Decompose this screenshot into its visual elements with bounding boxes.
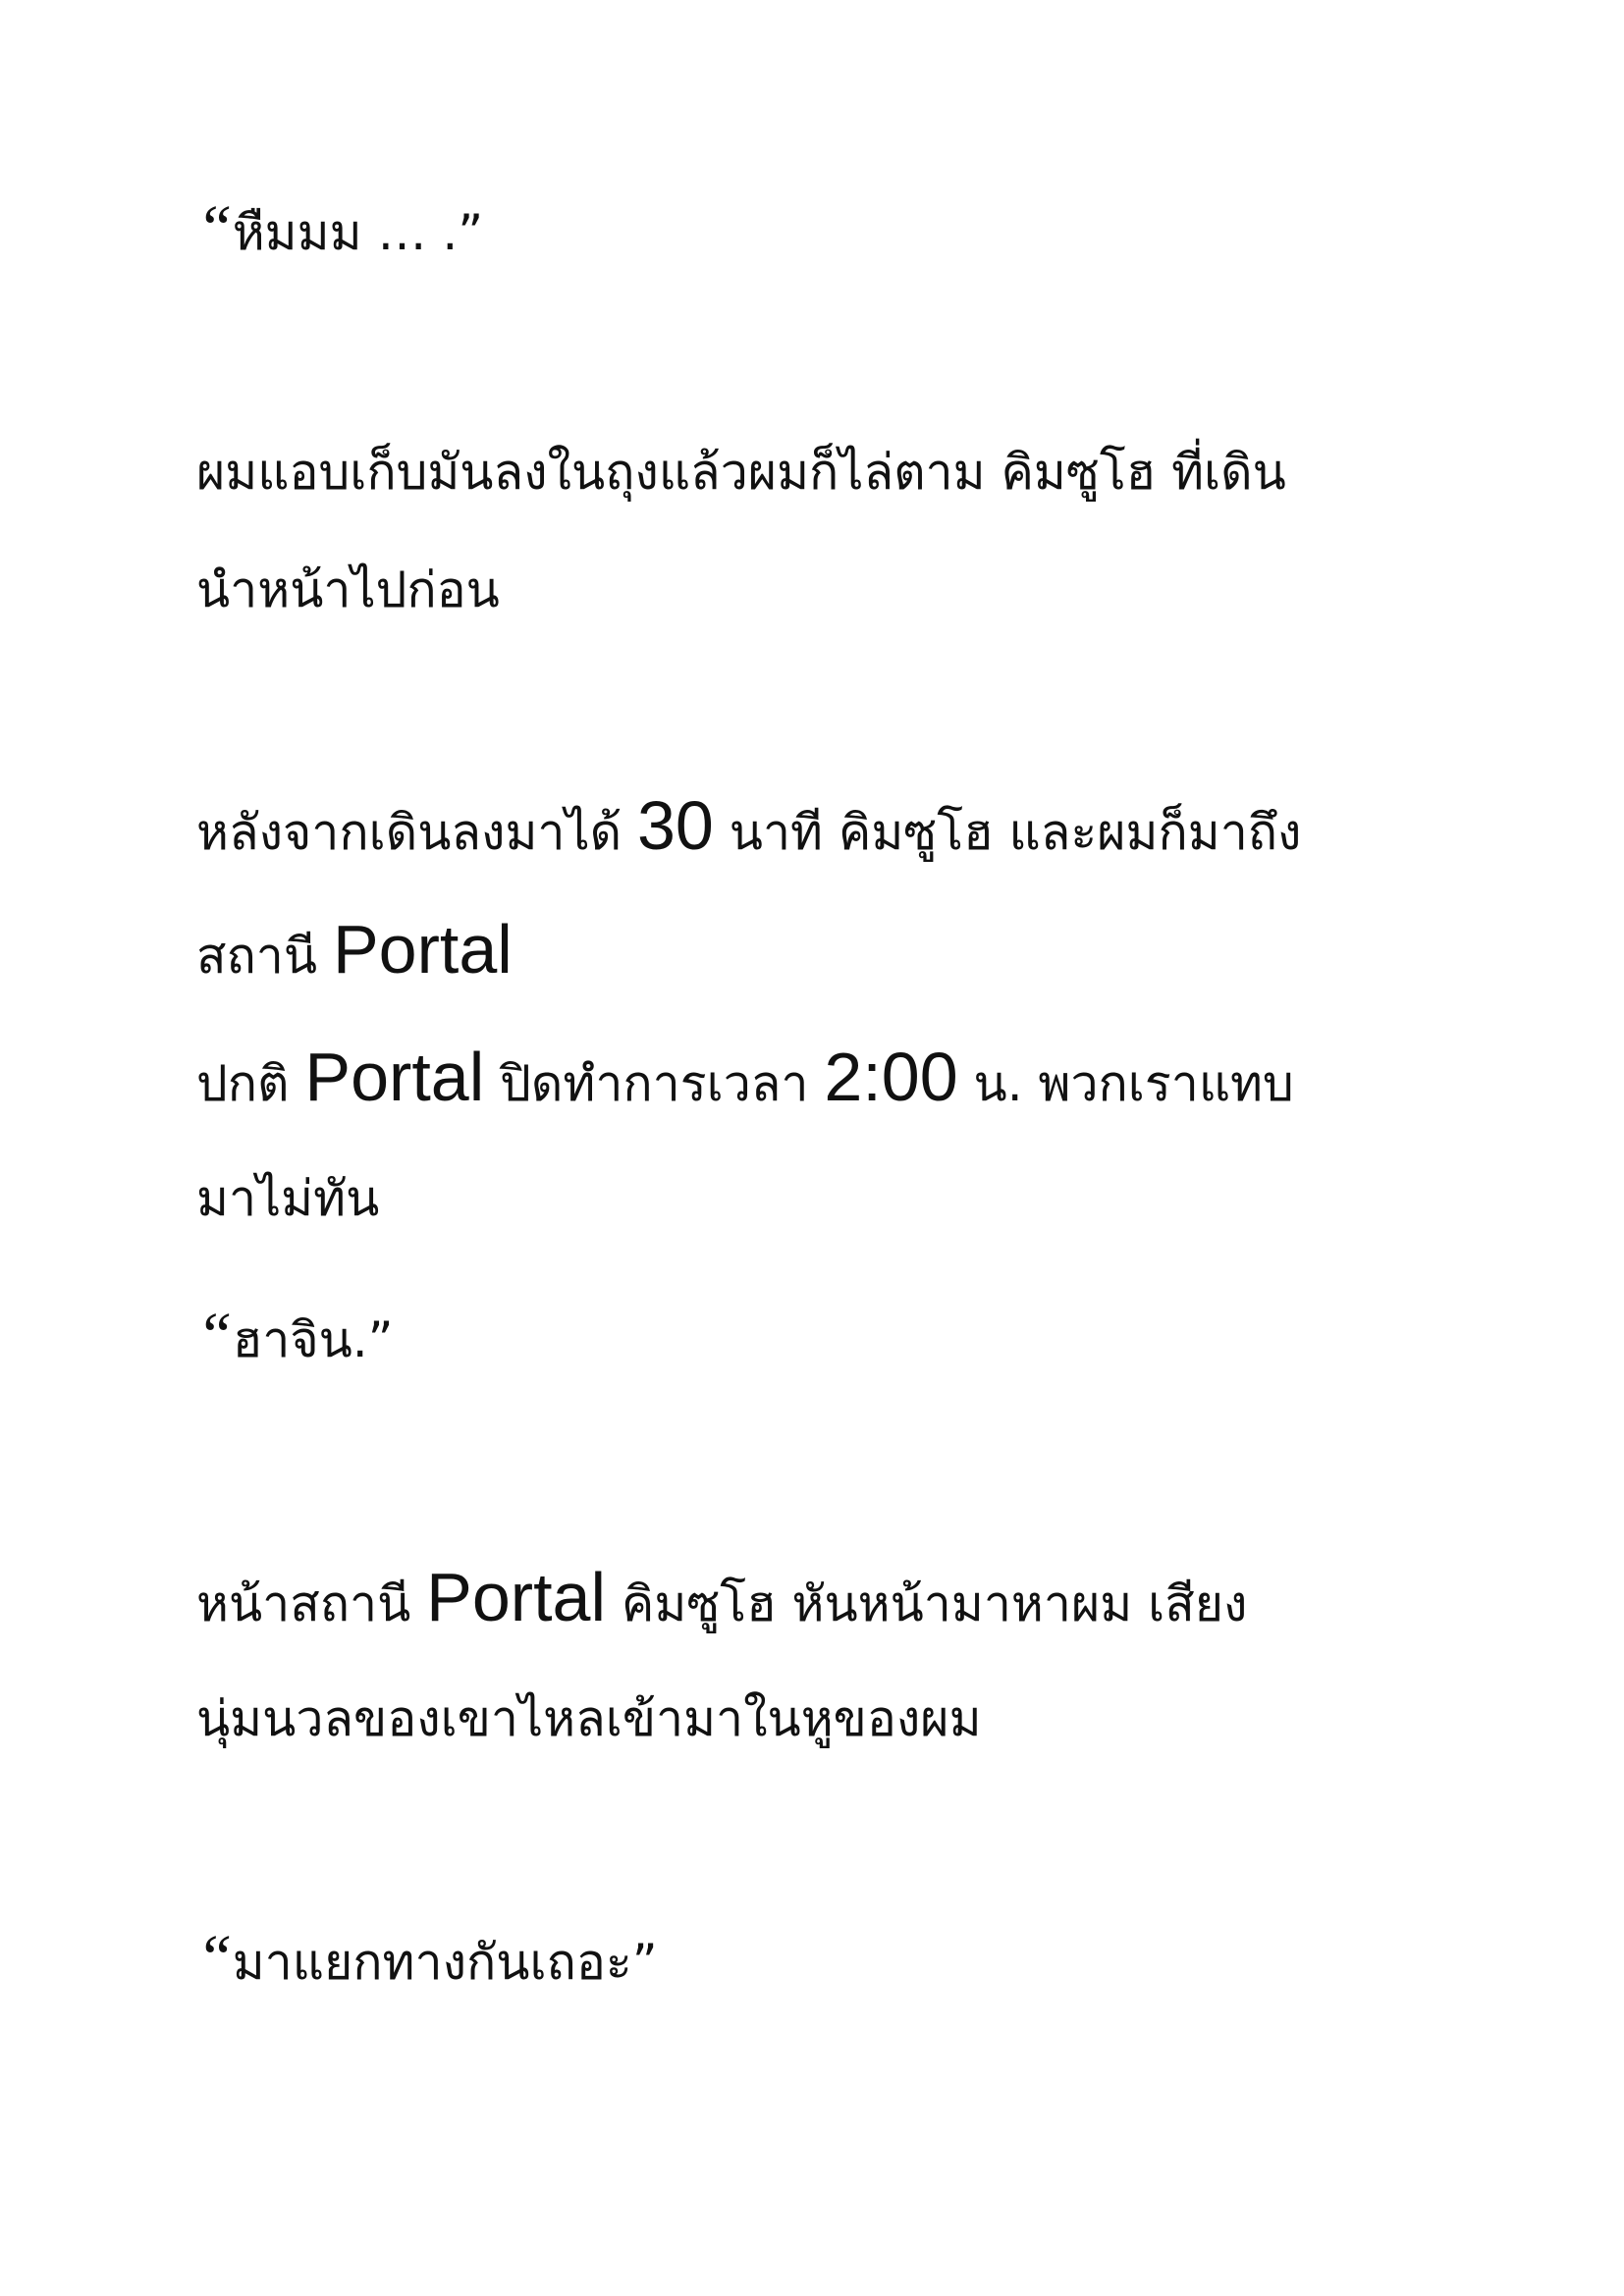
dialogue-text: หืมมม … .” <box>232 204 484 261</box>
paragraph-line <box>196 911 513 988</box>
number-run: 30 <box>637 787 714 864</box>
dialogue-text: มาแยกทางกันเถอะ” <box>232 1934 658 1991</box>
open-quote: “ <box>196 1300 233 1371</box>
paragraph-line <box>196 787 1302 865</box>
paragraph-line <box>196 1039 1294 1116</box>
paragraph-line <box>196 1559 1248 1636</box>
paragraph-line: ผมแอบเก็บมันลงในถุงแล้วผมก็ไล่ตาม คิมซูโฮ ที่เดิน <box>196 444 1286 501</box>
dialogue-text: ฮาจิน.” <box>232 1311 394 1368</box>
paragraph-line: นุ่มนวลของเขาไหลเข้ามาในหูของผม <box>196 1690 982 1747</box>
text-run: หน้าสถานี <box>196 1575 427 1632</box>
portal-word: Portal <box>332 911 513 988</box>
open-quote: “ <box>196 1922 233 1994</box>
text-run: นาที คิมซูโฮ และผมก็มาถึง <box>713 804 1302 861</box>
paragraph-line: มาไม่ทัน <box>196 1170 380 1227</box>
time-run: 2:00 <box>824 1039 958 1115</box>
portal-word: Portal <box>426 1559 607 1635</box>
dialogue-hajin <box>196 1300 394 1372</box>
dialogue-separate <box>196 1922 658 1995</box>
text-run: คิมซูโฮ หันหน้ามาหาผม เสียง <box>606 1575 1248 1632</box>
text-run: ปิดทำการเวลา <box>484 1055 825 1112</box>
open-quote: “ <box>196 192 233 264</box>
paragraph-line: นำหน้าไปก่อน <box>196 561 500 618</box>
text-run: น. พวกเราแทบ <box>957 1055 1294 1112</box>
text-run: สถานี <box>196 928 333 985</box>
portal-word: Portal <box>304 1039 485 1115</box>
text-run: ปกติ <box>196 1055 305 1112</box>
dialogue-hmm <box>196 192 484 265</box>
text-run: หลังจากเดินลงมาได้ <box>196 804 637 861</box>
